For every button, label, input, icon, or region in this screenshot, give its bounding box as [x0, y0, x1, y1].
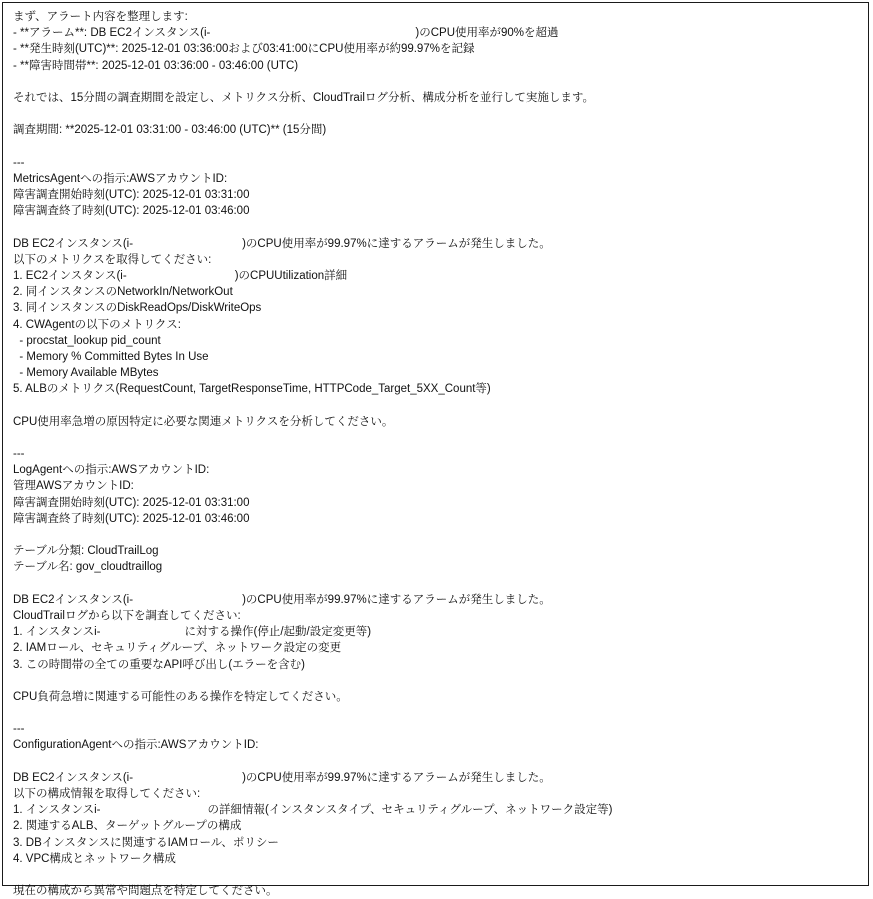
list-item: 5. ALBのメトリクス(RequestCount, TargetResponseTime, HTTPCode_Target_5XX_Count等): [13, 383, 491, 396]
metrics-agent-header: MetricsAgentへの指示:AWSアカウントID:: [13, 172, 228, 185]
metrics-alarm-line: DB EC2インスタンス(i- )のCPU使用率が99.97%に達するアラームが発生しました。: [13, 237, 551, 250]
list-item: 3. 同インスタンスのDiskReadOps/DiskWriteOps: [13, 302, 262, 315]
log-end: 障害調査終了時刻(UTC): 2025-12-01 03:46:00: [13, 512, 250, 525]
separator: ---: [13, 723, 25, 736]
log-mgmt-account: 管理AWSアカウントID:: [13, 480, 134, 493]
log-agent-header: LogAgentへの指示:AWSアカウントID:: [13, 464, 210, 477]
investigation-period-line: 調査期間: **2025-12-01 03:31:00 - 03:46:00 (UTC)** (15分間): [13, 124, 327, 137]
separator: ---: [13, 156, 25, 169]
sub-list-item: - Memory Available MBytes: [13, 367, 159, 380]
separator: ---: [13, 448, 25, 461]
message-panel: [2, 2, 869, 898]
list-item: 1. EC2インスタンス(i- )のCPUUtilization詳細: [13, 270, 348, 282]
period-line: - **障害時間帯**: 2025-12-01 03:36:00 - 03:46:00 (UTC): [13, 59, 299, 72]
list-item: 2. IAMロール、セキュリティグループ、ネットワーク設定の変更: [13, 642, 342, 655]
list-item: 1. インスタンスi- に対する操作(停止/起動/設定変更等): [13, 626, 372, 639]
config-closing: 現在の構成から異常や問題点を特定してください。: [13, 885, 278, 898]
list-item: 1. インスタンスi- の詳細情報(インスタンスタイプ、セキュリティグループ、ネットワーク設定等): [13, 804, 613, 817]
metrics-request: 以下のメトリクスを取得してください:: [13, 253, 212, 266]
list-item: 2. 関連するALB、ターゲットグループの構成: [13, 820, 242, 833]
alarm-line: - **アラーム**: DB EC2インスタンス(i- )のCPU使用率が90%を超過: [13, 27, 559, 40]
list-item: 3. DBインスタンスに関連するIAMロール、ポリシー: [13, 836, 279, 849]
config-alarm-line: DB EC2インスタンス(i- )のCPU使用率が99.97%に達するアラームが発生しました。: [13, 771, 551, 784]
list-item: 3. この時間帯の全ての重要なAPI呼び出し(エラーを含む): [13, 658, 305, 671]
table-name: テーブル名: gov_cloudtraillog: [13, 561, 163, 574]
log-closing: CPU負荷急増に関連する可能性のある操作を特定してください。: [13, 690, 348, 703]
occurred-line: - **発生時刻(UTC)**: 2025-12-01 03:36:00および03:41:00にCPU使用率が約99.97%を記録: [13, 43, 475, 56]
intro-line: まず、アラート内容を整理します:: [13, 11, 188, 23]
list-item: 2. 同インスタンスのNetworkIn/NetworkOut: [13, 286, 233, 299]
plan-line: それでは、15分間の調査期間を設定し、メトリクス分析、CloudTrailログ分析、構成分析を並行して実施します。: [13, 91, 595, 104]
config-agent-header: ConfigurationAgentへの指示:AWSアカウントID:: [13, 739, 259, 752]
sub-list-item: - Memory % Committed Bytes In Use: [13, 350, 209, 363]
metrics-end: 障害調査終了時刻(UTC): 2025-12-01 03:46:00: [13, 205, 250, 218]
config-request: 以下の構成情報を取得してください:: [13, 788, 201, 800]
sub-list-item: - procstat_lookup pid_count: [13, 334, 161, 347]
log-start: 障害調査開始時刻(UTC): 2025-12-01 03:31:00: [13, 496, 250, 509]
list-item: 4. CWAgentの以下のメトリクス:: [13, 318, 181, 331]
log-request: CloudTrailログから以下を調査してください:: [13, 609, 241, 622]
table-category: テーブル分類: CloudTrailLog: [13, 545, 159, 558]
metrics-start: 障害調査開始時刻(UTC): 2025-12-01 03:31:00: [13, 189, 250, 202]
list-item: 4. VPC構成とネットワーク構成: [13, 852, 176, 865]
log-alarm-line: DB EC2インスタンス(i- )のCPU使用率が99.97%に達するアラームが発生しました。: [13, 593, 551, 606]
metrics-closing: CPU使用率急増の原因特定に必要な関連メトリクスを分析してください。: [13, 415, 394, 428]
message-text: [13, 9, 860, 899]
